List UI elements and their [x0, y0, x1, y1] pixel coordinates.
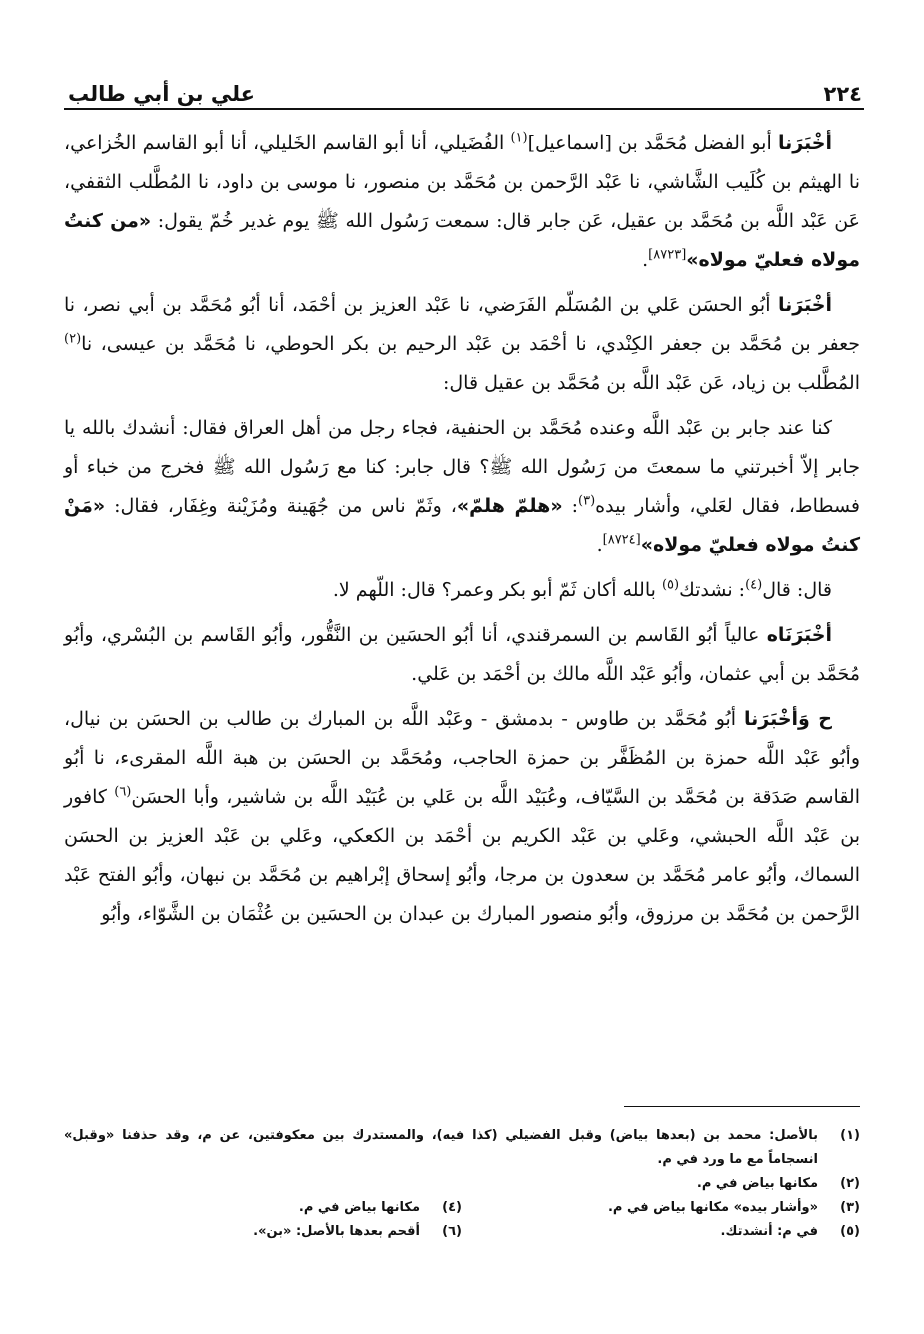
footnote-ref: (٦) [114, 784, 132, 800]
footnote-number: (٤) [442, 1200, 462, 1215]
paragraph-text: المُطَّلب بن زياد، عَن عَبْد اللَّه بن مُحَمَّد بن عقيل قال: [442, 372, 860, 394]
paragraph-text: . [596, 534, 603, 556]
footnote-text: أقحم بعدها بالأصل: «بن». [253, 1224, 420, 1239]
paragraph-text: بالله أكان ثَمّ أبو بكر وعمر؟ قال: اللّهم لا. [332, 579, 662, 601]
paragraph-text: الفُضَيلي، أنا أبو القاسم الخَليلي، أنا أبو القاسم الخُزاعي، نا الهيثم بن كُلَيب الشَّاشي، نا عَبْد الرَّحمن بن مُحَمَّد بن منصور، نا موسى بن داود، نا المُطَّلب الثقفي، عَن عَبْد اللَّه بن مُحَمَّد بن عقيل، عَن جابر قال: سمعت رَسُول الله ﷺ يوم غدير خُمّ يقول: [64, 132, 860, 232]
footnote-text: مكانها بياض في م. [298, 1200, 420, 1215]
footnote-ref: (٤) [745, 577, 763, 593]
footnote-number: (٦) [442, 1224, 462, 1239]
paragraph-text: ، وثَمّ ناس من جُهَينة ومُزَيْنة وغِفَار، فقال: [105, 495, 457, 517]
paragraph-keyword: أخْبَرَنا [777, 294, 832, 316]
paragraph-text: كافور بن عَبْد اللَّه الحبشي، وعَلي بن عَبْد الكريم بن أحْمَد بن الكعكي، وعَلي بن عَبْد العزيز بن الحسَن السماك، وأبُو عامر مُحَمَّد بن سعدون بن مرجا، وأبُو إسحاق إبْراهيم بن مُحَمَّد بن نبهان، وأبُو الفتح عَبْد الرَّحمن بن مُحَمَّد بن مرزوق، وأبُو منصور المبارك بن عبدان بن الحسَين بن عُثْمَان بن الشَّوّاء، وأبُو [64, 786, 860, 925]
footnotes [64, 1124, 860, 1244]
paragraph-keyword: ح وَأخْبَرَنا [743, 708, 832, 730]
paragraph-text: عالياً أبُو القَاسم بن السمرقندي، أنا أبُو الحسَين بن النَّقُّور، وأبُو القَاسم بن البُسْري، وأبُو مُحَمَّد بن أبي عثمان، وأبُو عَبْد اللَّه مالك بن أحْمَد بن عَلي. [64, 624, 860, 685]
hadith-quote: «من كنتُ مولاه فعليّ مولاه» [64, 210, 860, 271]
paragraph-keyword: أخْبَرَنَاه [766, 624, 832, 646]
paragraph-1 [64, 124, 860, 280]
footnote-row-5-6 [64, 1220, 860, 1244]
footnote-number: (١) [840, 1128, 860, 1143]
footnote-number: (٢) [840, 1176, 860, 1191]
hadith-number: [٨٧٢٤] [602, 532, 641, 548]
paragraph-5 [64, 616, 860, 694]
footnote-row-3-4 [64, 1196, 860, 1220]
footnote-text: مكانها بياض في م. [696, 1176, 818, 1191]
hadith-quote: «مَنْ كنتُ مولاه فعليّ مولاه» [64, 495, 860, 556]
paragraph-text: أبُو الحسَن عَلي بن المُسَلّم الفَرَضي، نا عَبْد العزيز بن أحْمَد، أنا أبُو مُحَمَّد بن أبي نصر، نا جعفر بن مُحَمَّد بن جعفر الكِنْدي، نا أحْمَد بن عَبْد الرحيم بن بكر الحوطي، نا مُحَمَّد بن عيسى، نا [64, 294, 860, 355]
paragraph-text: أبو الفضل مُحَمَّد بن [اسماعيل] [527, 132, 778, 154]
paragraph-4 [64, 571, 860, 610]
footnote-number: (٥) [840, 1224, 860, 1239]
running-title: علي بن أبي طالب [68, 82, 255, 106]
footnote-ref: (٥) [661, 577, 680, 593]
hadith-number: [٨٧٢٣] [648, 247, 687, 263]
paragraph-3 [64, 409, 860, 565]
paragraph-6 [64, 700, 860, 934]
footnote-text: في م: أنشدتك. [720, 1224, 818, 1239]
paragraph-keyword: أخْبَرَنا [777, 132, 832, 154]
paragraph-text: أبُو مُحَمَّد بن طاوس - بدمشق - وعَبْد اللَّه بن المبارك بن طالب بن الحسَن بن نيال، وأبُو عَبْد اللَّه حمزة بن المُظَفَّر بن حمزة الحاجب، ومُحَمَّد بن الحسَن بن هبة اللَّه المقرىء، نا أبُو القاسم صَدَقة بن مُحَمَّد بن السَّيّاف، وعُبَيْد اللَّه بن عَلي بن عُبَيْد اللَّه بن شاشير، وأبا الحسَن [64, 708, 860, 808]
footnote-ref: (٢) [64, 331, 82, 347]
footnote-4 [64, 1196, 462, 1220]
paragraph-text: كنا عند جابر بن عَبْد اللَّه وعنده مُحَمَّد بن الحنفية، فجاء رجل من أهل العراق فقال: أنشدك بالله يا جابر إلاّ أخبرتني ما سمعتَ من رَسُول الله ﷺ؟ قال جابر: كنا مع رَسُول الله ﷺ فخرج من خباء أو فسطاط، فقال لعَلي، وأشار بيده [64, 417, 860, 517]
footnote-ref: (١) [510, 130, 528, 146]
paragraph-text: : نشدتك [679, 579, 746, 601]
footnote-2 [64, 1172, 860, 1196]
main-text [64, 124, 860, 940]
paragraph-text: . [642, 249, 649, 271]
footnote-ref: (٣) [578, 493, 596, 509]
paragraph-text: : [562, 495, 579, 517]
paragraph-2 [64, 286, 860, 403]
page-number: ٢٢٤ [823, 82, 862, 106]
header-rule [64, 108, 864, 110]
footnote-text: بالأصل: محمد بن (بعدها بياض) وقبل الفضيلي (كذا فيه)، والمستدرك بين معكوفتين، عن م، وقد حذفنا «وقبل» انسجاماً مع ما ورد في م. [64, 1128, 818, 1167]
footnote-number: (٣) [840, 1200, 860, 1215]
footnote-rule [624, 1106, 860, 1107]
paragraph-text: قال: قال [762, 579, 832, 601]
footnote-1 [64, 1124, 860, 1172]
footnote-6 [64, 1220, 462, 1244]
hadith-quote: «هلمّ هلمّ» [456, 495, 563, 517]
footnote-text: «وأشار بيده» مكانها بياض في م. [607, 1200, 818, 1215]
footnote-3 [462, 1196, 860, 1220]
running-header [68, 66, 862, 106]
footnote-5 [462, 1220, 860, 1244]
